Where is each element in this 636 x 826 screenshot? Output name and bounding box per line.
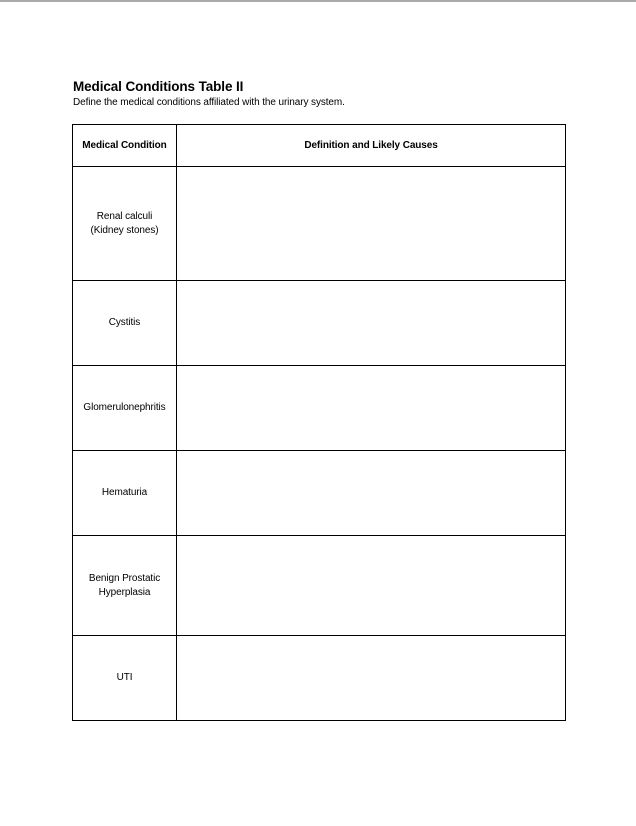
table-row	[73, 451, 566, 536]
condition-cell	[73, 636, 177, 721]
table-row	[73, 281, 566, 366]
condition-cell	[73, 451, 177, 536]
condition-cell	[73, 536, 177, 636]
header-medical-condition: Medical Condition	[73, 125, 177, 167]
definition-cell[interactable]	[177, 636, 566, 721]
medical-conditions-table	[72, 124, 566, 721]
document-title: Medical Conditions Table II	[73, 79, 244, 94]
definition-cell[interactable]	[177, 366, 566, 451]
table-header-row	[73, 125, 566, 167]
condition-label: Benign Prostatic Hyperplasia	[88, 572, 161, 598]
condition-cell	[73, 366, 177, 451]
table-row	[73, 167, 566, 281]
condition-label: Hematuria	[101, 487, 148, 498]
definition-cell[interactable]	[177, 451, 566, 536]
definition-cell[interactable]	[177, 281, 566, 366]
document-instructions: Define the medical conditions affiliated with the urinary system.	[73, 97, 345, 108]
condition-label: Cystitis	[108, 317, 141, 328]
condition-cell	[73, 167, 177, 281]
condition-label: UTI	[116, 672, 133, 683]
header-definition-causes: Definition and Likely Causes	[177, 125, 566, 167]
table-row	[73, 636, 566, 721]
definition-cell[interactable]	[177, 167, 566, 281]
condition-label: Glomerulonephritis	[83, 402, 166, 413]
condition-cell	[73, 281, 177, 366]
condition-label: Renal calculi (Kidney stones)	[90, 210, 159, 236]
page-top-border	[0, 0, 636, 2]
definition-cell[interactable]	[177, 536, 566, 636]
table-row	[73, 366, 566, 451]
table-row	[73, 536, 566, 636]
